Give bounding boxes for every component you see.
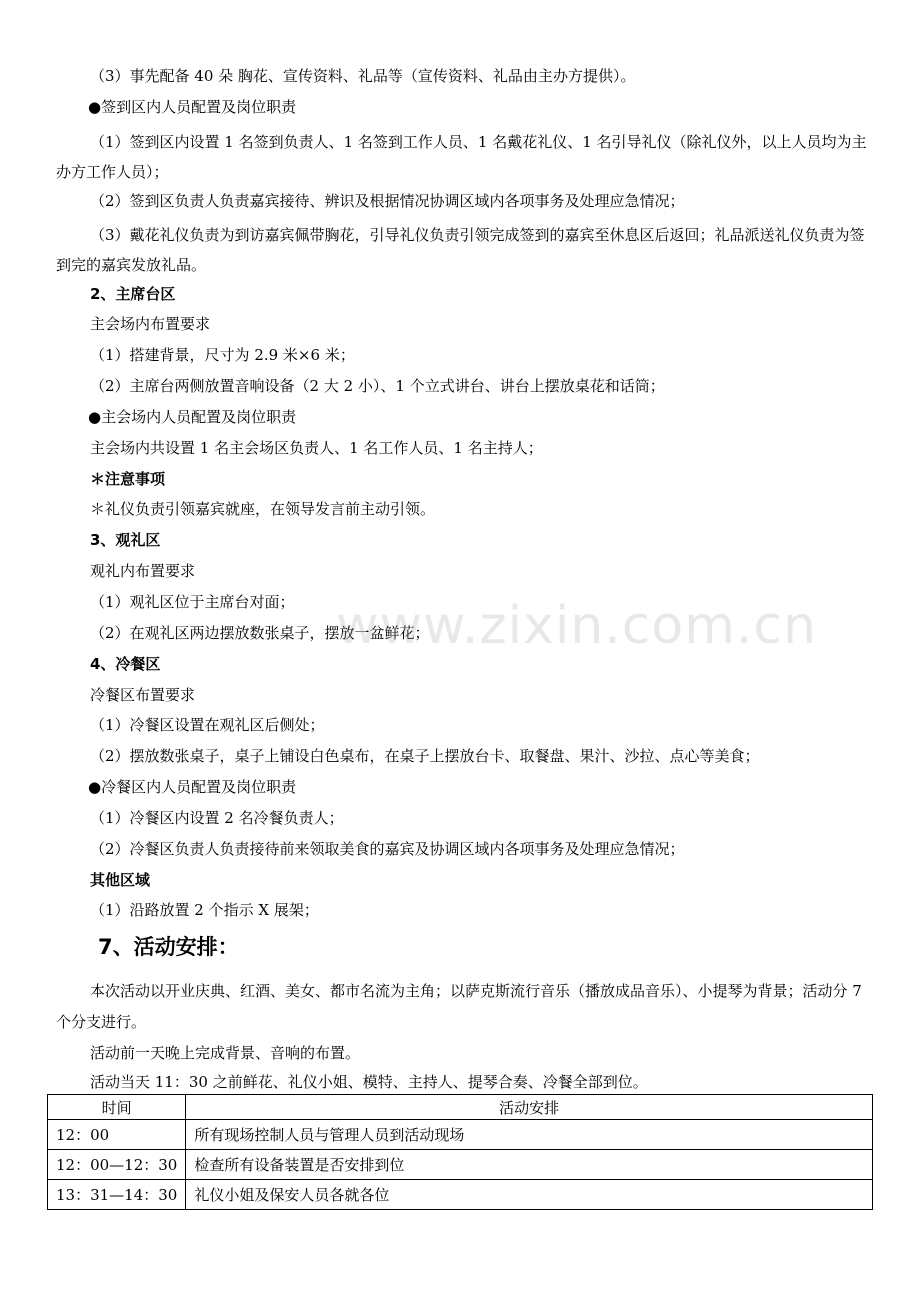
paragraph: （2）冷餐区负责人负责接待前来领取美食的嘉宾及协调区域内各项事务及处理应急情况； [90, 840, 685, 858]
paragraph: （1）观礼区位于主席台对面； [90, 593, 295, 611]
paragraph: （1）搭建背景，尺寸为 2.9 米×6 米； [90, 346, 355, 364]
section-heading: 3、观礼区 [90, 531, 161, 549]
paragraph: （2）主席台两侧放置音响设备（2 大 2 小）、1 个立式讲台、讲台上摆放桌花和话筒； [90, 377, 665, 395]
activity-cell: 检查所有设备装置是否安排到位 [186, 1150, 873, 1180]
paragraph: 本次活动以开业庆典、红酒、美女、都市名流为主角；以萨克斯流行音乐（播放成品音乐）、小提琴为背景；活动分 7 个分支进行。 [56, 982, 862, 1031]
paragraph: 活动当天 11：30 之前鲜花、礼仪小姐、模特、主持人、提琴合奏、冷餐全部到位。 [90, 1073, 648, 1091]
bullet-heading: ●签到区内人员配置及岗位职责 [88, 98, 297, 116]
column-header-activity: 活动安排 [186, 1095, 873, 1120]
schedule-table [47, 1094, 873, 1210]
section-heading: 4、冷餐区 [90, 655, 161, 673]
bullet-heading: ●主会场内人员配置及岗位职责 [88, 408, 297, 426]
paragraph: 观礼内布置要求 [90, 562, 196, 580]
paragraph: （1）签到区内设置 1 名签到负责人、1 名签到工作人员、1 名戴花礼仪、1 名引导礼仪（除礼仪外，以上人员均为主办方工作人员）； [56, 133, 867, 181]
note-heading: ＊注意事项 [90, 470, 166, 488]
activity-cell: 礼仪小姐及保安人员各就各位 [186, 1180, 873, 1210]
paragraph: 冷餐区布置要求 [90, 686, 196, 704]
table-row [48, 1120, 873, 1150]
bullet-heading: ●冷餐区内人员配置及岗位职责 [88, 778, 297, 796]
table-header-row [48, 1095, 873, 1120]
paragraph: （2）摆放数张桌子，桌子上铺设白色桌布，在桌子上摆放台卡、取餐盘、果汁、沙拉、点心等美食； [90, 747, 760, 765]
paragraph: ＊礼仪负责引领嘉宾就座，在领导发言前主动引领。 [90, 500, 436, 518]
column-header-time: 时间 [48, 1095, 186, 1120]
paragraph: （1）冷餐区设置在观礼区后侧处； [90, 716, 325, 734]
paragraph: 活动前一天晚上完成背景、音响的布置。 [90, 1044, 361, 1062]
time-cell: 12：00—12：30 [48, 1150, 186, 1180]
paragraph: （3）戴花礼仪负责为到访嘉宾佩带胸花，引导礼仪负责引领完成签到的嘉宾至休息区后返回；礼品派送礼仪负责为签到完的嘉宾发放礼品。 [56, 226, 865, 274]
paragraph: （2）签到区负责人负责嘉宾接待、辨识及根据情况协调区域内各项事务及处理应急情况； [90, 192, 685, 210]
watermark: www.zixin.com.cn [336, 596, 817, 656]
paragraph: （1）冷餐区内设置 2 名冷餐负责人； [90, 809, 344, 827]
time-cell: 12：00 [48, 1120, 186, 1150]
paragraph: （3）事先配备 40 朵 胸花、宣传资料、礼品等（宣传资料、礼品由主办方提供）。 [90, 67, 636, 85]
paragraph: （1）沿路放置 2 个指示 X 展架； [90, 901, 319, 919]
table-row [48, 1150, 873, 1180]
section-title: 7、活动安排： [98, 935, 239, 959]
paragraph: 主会场内布置要求 [90, 315, 211, 333]
paragraph: （2）在观礼区两边摆放数张桌子，摆放一盆鲜花； [90, 624, 430, 642]
time-cell: 13：31—14：30 [48, 1180, 186, 1210]
table-row [48, 1180, 873, 1210]
section-heading: 其他区域 [90, 871, 151, 889]
activity-cell: 所有现场控制人员与管理人员到活动现场 [186, 1120, 873, 1150]
section-heading: 2、主席台区 [90, 285, 176, 303]
paragraph: 主会场内共设置 1 名主会场区负责人、1 名工作人员、1 名主持人； [90, 439, 543, 457]
